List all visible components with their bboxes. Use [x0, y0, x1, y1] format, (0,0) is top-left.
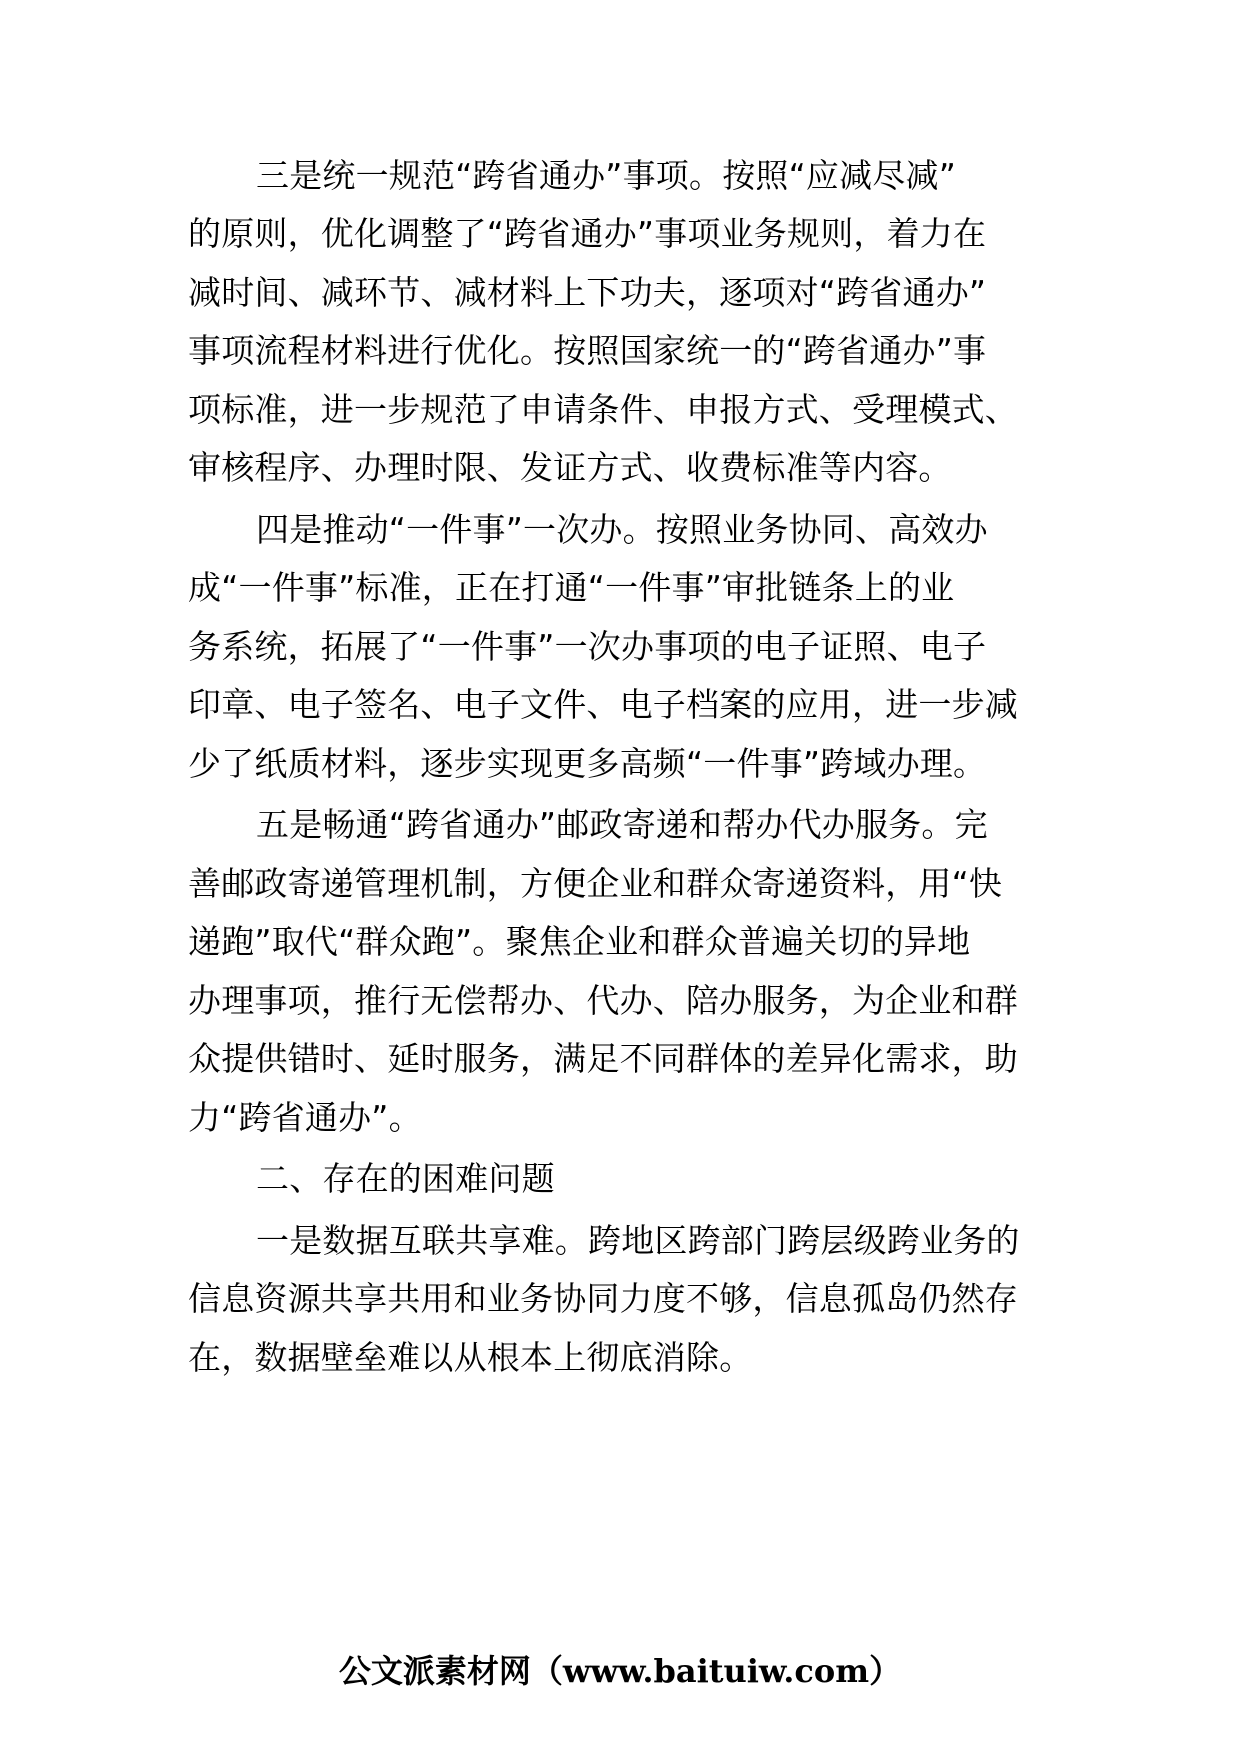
- paragraph-5-line-4: 办理事项，推行无偿帮办、代办、陪办服务，为企业和群: [188, 981, 1018, 1020]
- paragraph-5-line-3: 递跑”取代“群众跑”。聚焦企业和群众普遍关切的异地: [188, 922, 971, 961]
- paragraph-6-line-2: 信息资源共享共用和业务协同力度不够，信息孤岛仍然存: [188, 1279, 1018, 1318]
- paragraph-4-line-5: 少了纸质材料，逐步实现更多高频“一件事”跨域办理。: [188, 744, 987, 783]
- paragraph-3-line-1: 三是统一规范“跨省通办”事项。按照“应减尽减”: [256, 156, 956, 195]
- paragraph-5-line-5: 众提供错时、延时服务，满足不同群体的差异化需求，助: [188, 1039, 1018, 1078]
- paragraph-4-line-2: 成“一件事”标准，正在打通“一件事”审批链条上的业: [188, 568, 955, 607]
- paragraph-6-line-3: 在，数据壁垒难以从根本上彻底消除。: [188, 1338, 753, 1377]
- paragraph-3-line-2: 的原则，优化调整了“跨省通办”事项业务规则，着力在: [188, 214, 987, 253]
- paragraph-4-line-3: 务系统，拓展了“一件事”一次办事项的电子证照、电子: [188, 627, 987, 666]
- paragraph-4-line-4: 印章、电子签名、电子文件、电子档案的应用，进一步减: [188, 685, 1018, 724]
- paragraph-5-line-1: 五是畅通“跨省通办”邮政寄递和帮办代办服务。完: [256, 805, 988, 844]
- paragraph-3-line-3: 减时间、减环节、减材料上下功夫，逐项对“跨省通办”: [188, 273, 987, 312]
- section-heading: 二、存在的困难问题: [256, 1159, 555, 1198]
- paragraph-6-line-1: 一是数据互联共享难。跨地区跨部门跨层级跨业务的: [256, 1221, 1020, 1260]
- paragraph-3-line-6: 审核程序、办理时限、发证方式、收费标准等内容。: [188, 448, 952, 487]
- source-footer: 公文派素材网（www.baituiw.com）: [338, 1652, 902, 1690]
- paragraph-3-line-5: 项标准，进一步规范了申请条件、申报方式、受理模式、: [188, 390, 1018, 429]
- paragraph-3-line-4: 事项流程材料进行优化。按照国家统一的“跨省通办”事: [188, 331, 987, 370]
- paragraph-4-line-1: 四是推动“一件事”一次办。按照业务协同、高效办: [256, 510, 988, 549]
- paragraph-5-line-6: 力“跨省通办”。: [188, 1098, 422, 1137]
- paragraph-5-line-2: 善邮政寄递管理机制，方便企业和群众寄递资料，用“快: [188, 864, 1003, 903]
